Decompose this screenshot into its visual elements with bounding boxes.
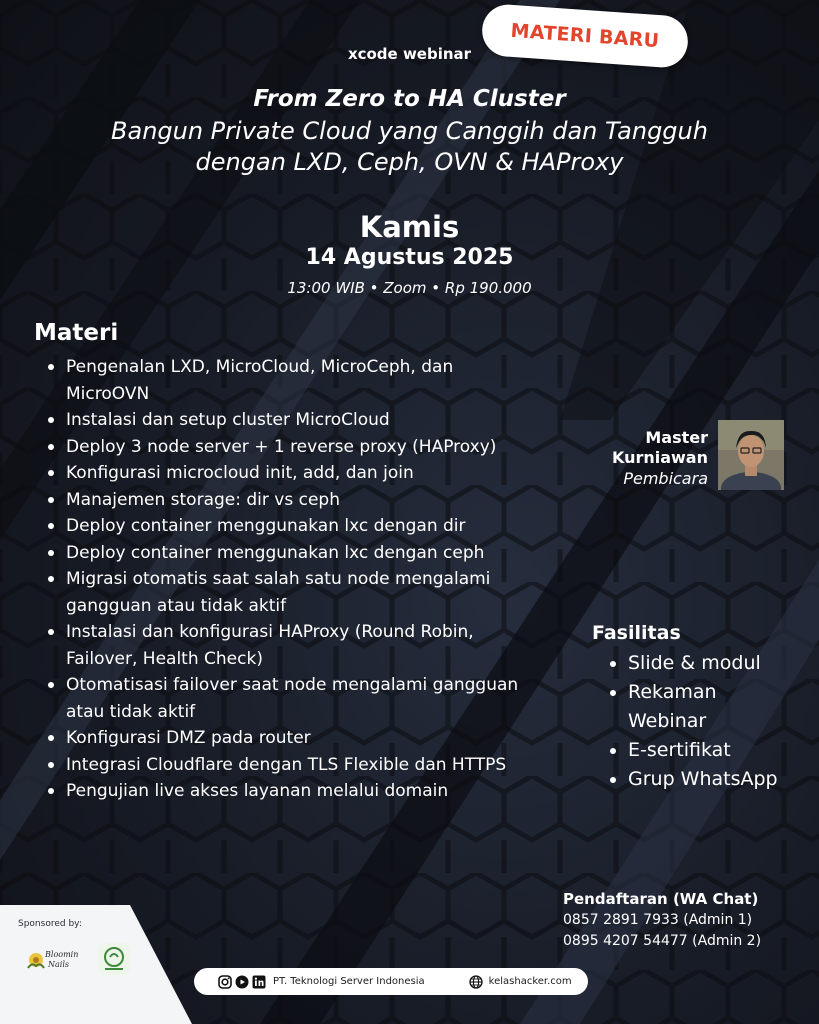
- youtube-icon[interactable]: [235, 975, 249, 989]
- materi-item: Migrasi otomatis saat salah satu node mengalami gangguan atau tidak aktif: [44, 566, 524, 619]
- registration-contact-1: 0857 2891 7933 (Admin 1): [563, 912, 753, 928]
- materi-item: Konfigurasi microcloud init, add, dan join: [44, 460, 524, 487]
- registration-heading: Pendaftaran (WA Chat): [563, 890, 759, 908]
- fasilitas-item: Grup WhatsApp: [606, 765, 796, 794]
- bloomin-nails-logo: [22, 942, 78, 978]
- badge-label: MATERI BARU: [509, 19, 661, 53]
- footer-bar: [194, 968, 588, 995]
- fasilitas-item: Slide & modul: [606, 649, 796, 678]
- speaker-avatar: [718, 420, 784, 490]
- materi-item: Konfigurasi DMZ pada router: [44, 725, 524, 752]
- event-day: Kamis: [359, 210, 460, 244]
- fasilitas-item: Rekaman Webinar: [606, 678, 796, 736]
- subtitle-line-1: Bangun Private Cloud yang Canggih dan Tangguh: [111, 117, 708, 145]
- speaker-name-line-1: Master: [645, 428, 708, 447]
- materi-item: Deploy container menggunakan lxc dengan dir: [44, 513, 524, 540]
- materi-heading: Materi: [34, 320, 119, 346]
- instagram-icon[interactable]: [218, 975, 232, 989]
- webinar-title: From Zero to HA Cluster: [253, 86, 566, 112]
- materi-item: Deploy container menggunakan lxc dengan ceph: [44, 540, 524, 567]
- linkedin-icon[interactable]: [252, 975, 266, 989]
- materi-item: Manajemen storage: dir vs ceph: [44, 487, 524, 514]
- fasilitas-heading: Fasilitas: [592, 622, 681, 644]
- bloomin-logo-text-2: Nails: [48, 960, 69, 969]
- materi-item: Instalasi dan setup cluster MicroCloud: [44, 407, 524, 434]
- materi-list: [44, 354, 524, 805]
- fasilitas-item: E-sertifikat: [606, 736, 796, 765]
- event-date: 14 Agustus 2025: [305, 245, 514, 270]
- bloomin-logo-text-1: Bloomin: [45, 950, 78, 959]
- speaker-name: [560, 428, 708, 468]
- webinar-subtitle: [0, 116, 819, 178]
- speaker-name-line-2: Kurniawan: [611, 448, 708, 467]
- sponsor-2-logo: [96, 942, 132, 976]
- organizer-name: xcode webinar: [347, 45, 472, 63]
- materi-item: Otomatisasi failover saat node mengalami gangguan atau tidak aktif: [44, 672, 524, 725]
- materi-item: Integrasi Cloudflare dengan TLS Flexible dan HTTPS: [44, 752, 524, 779]
- speaker-photo-icon: [718, 420, 784, 490]
- materi-item: Instalasi dan konfigurasi HAProxy (Round Robin, Failover, Health Check): [44, 619, 524, 672]
- materi-item: Pengenalan LXD, MicroCloud, MicroCeph, dan MicroOVN: [44, 354, 524, 407]
- sponsor-label: Sponsored by:: [18, 919, 82, 929]
- materi-item: Pengujian live akses layanan melalui domain: [44, 778, 524, 805]
- registration-contact-2: 0895 4207 54477 (Admin 2): [563, 933, 762, 949]
- company-name: PT. Teknologi Server Indonesia: [273, 976, 425, 987]
- event-info: 13:00 WIB • Zoom • Rp 190.000: [287, 279, 532, 297]
- subtitle-line-2: dengan LXD, Ceph, OVN & HAProxy: [195, 148, 624, 176]
- globe-icon: [469, 975, 483, 989]
- fasilitas-list: [606, 649, 796, 794]
- website-link[interactable]: kelashacker.com: [488, 976, 572, 987]
- materi-item: Deploy 3 node server + 1 reverse proxy (HAProxy): [44, 434, 524, 461]
- speaker-role: Pembicara: [623, 469, 708, 488]
